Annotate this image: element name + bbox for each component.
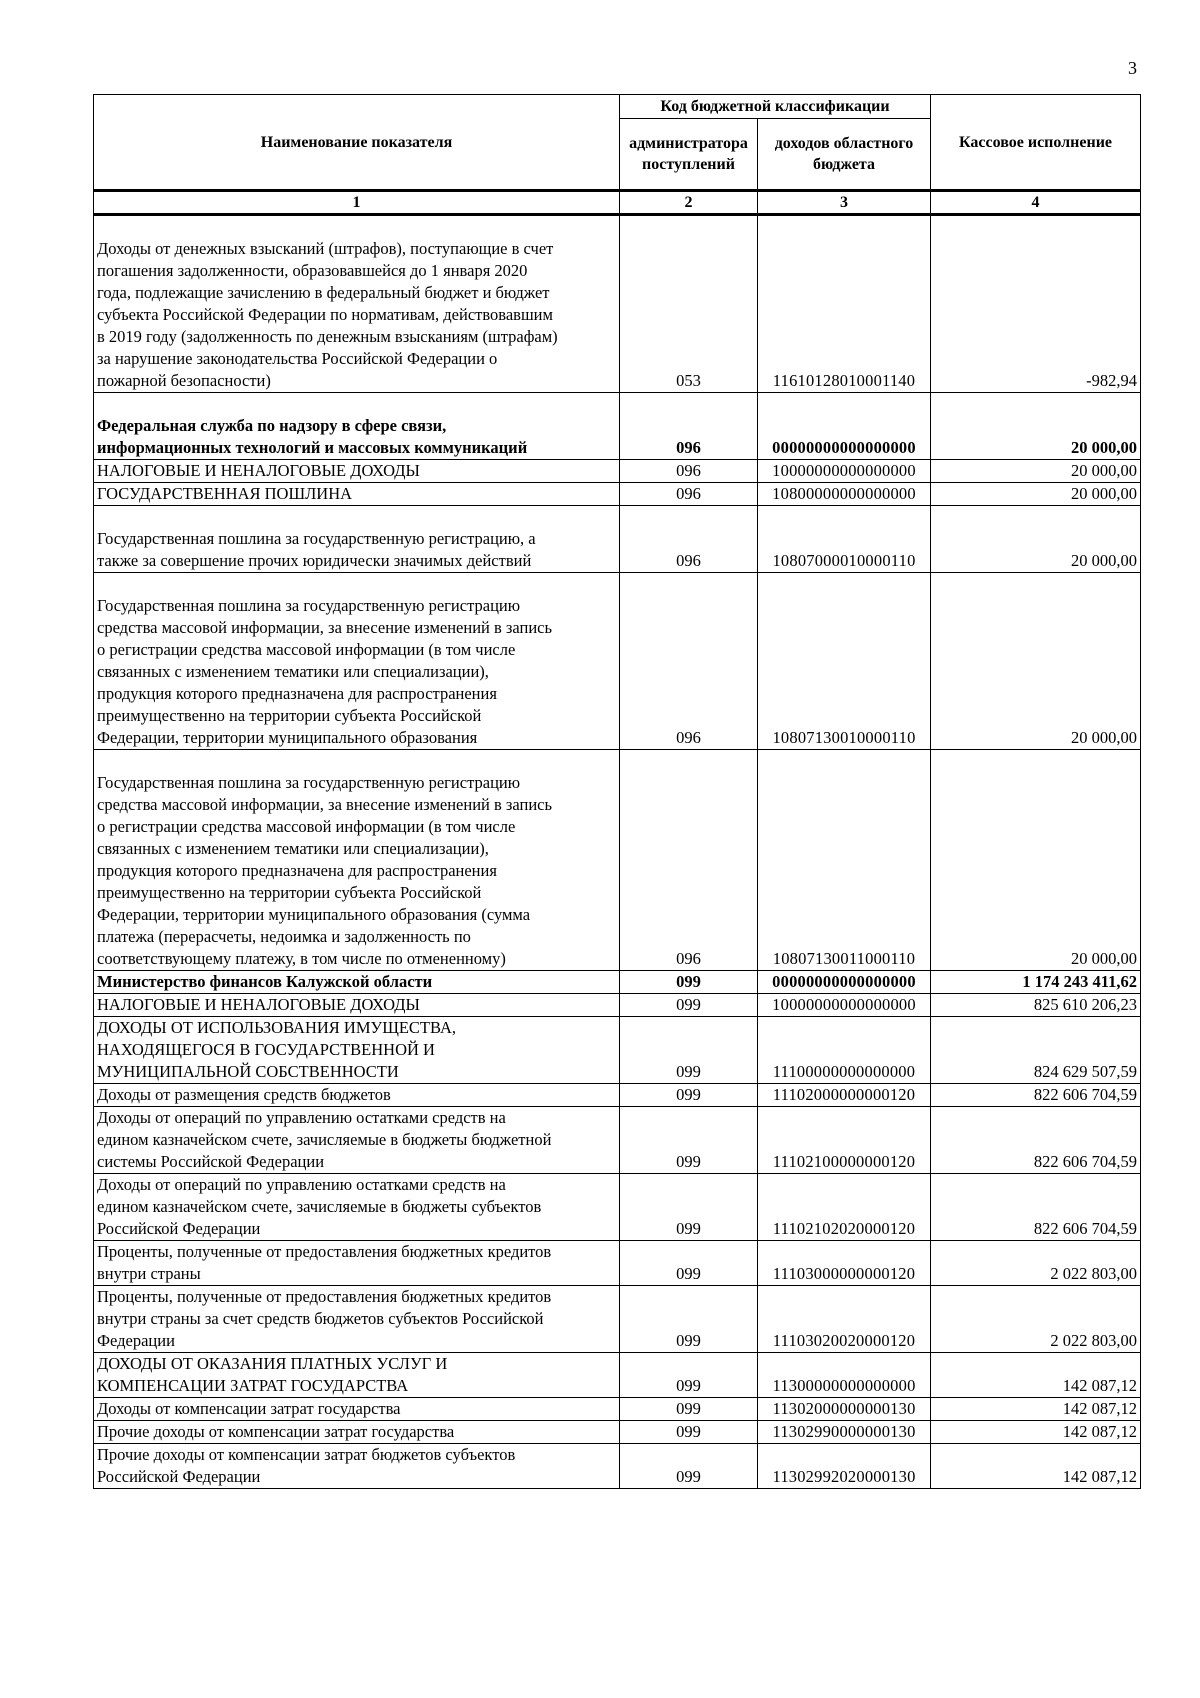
row-income-code: 10807130010000110 xyxy=(758,573,931,750)
row-indicator-name: Прочие доходы от компенсации затрат бюджетов субъектов Российской Федерации xyxy=(94,1444,620,1489)
row-cash-execution-amount: 2 022 803,00 xyxy=(931,1286,1141,1353)
row-administrator-code: 099 xyxy=(620,971,758,994)
row-indicator-name: НАЛОГОВЫЕ И НЕНАЛОГОВЫЕ ДОХОДЫ xyxy=(94,460,620,483)
row-cash-execution-amount: 20 000,00 xyxy=(931,573,1141,750)
row-indicator-name: Доходы от операций по управлению остатками средств на едином казначейском счете, зачисляемые в бюджеты субъектов Российской Федерации xyxy=(94,1174,620,1241)
row-income-code: 11302992020000130 xyxy=(758,1444,931,1489)
row-cash-execution-amount: 822 606 704,59 xyxy=(931,1174,1141,1241)
row-administrator-code: 096 xyxy=(620,573,758,750)
row-cash-execution-amount: 142 087,12 xyxy=(931,1353,1141,1398)
row-income-code: 11302000000000130 xyxy=(758,1398,931,1421)
row-administrator-code: 099 xyxy=(620,1353,758,1398)
table-row xyxy=(94,506,1141,573)
table-row xyxy=(94,1444,1141,1489)
row-indicator-name: Доходы от размещения средств бюджетов xyxy=(94,1084,620,1107)
row-income-code: 10800000000000000 xyxy=(758,483,931,506)
table-row xyxy=(94,215,1141,393)
row-cash-execution-amount: 142 087,12 xyxy=(931,1421,1141,1444)
row-indicator-name: Министерство финансов Калужской области xyxy=(94,971,620,994)
row-cash-execution-amount: 20 000,00 xyxy=(931,506,1141,573)
row-cash-execution-amount: 20 000,00 xyxy=(931,393,1141,460)
row-administrator-code: 099 xyxy=(620,1241,758,1286)
table-body xyxy=(94,215,1141,1489)
row-income-code: 00000000000000000 xyxy=(758,971,931,994)
row-indicator-name: НАЛОГОВЫЕ И НЕНАЛОГОВЫЕ ДОХОДЫ xyxy=(94,994,620,1017)
table-row xyxy=(94,1084,1141,1107)
column-number-3: 3 xyxy=(758,191,931,215)
row-cash-execution-amount: 825 610 206,23 xyxy=(931,994,1141,1017)
header-indicator-name: Наименование показателя xyxy=(94,95,620,191)
column-number-1: 1 xyxy=(94,191,620,215)
table-row xyxy=(94,1017,1141,1084)
row-indicator-name: ГОСУДАРСТВЕННАЯ ПОШЛИНА xyxy=(94,483,620,506)
table-row xyxy=(94,393,1141,460)
row-administrator-code: 099 xyxy=(620,1398,758,1421)
row-cash-execution-amount: -982,94 xyxy=(931,215,1141,393)
column-number-2: 2 xyxy=(620,191,758,215)
column-number-4: 4 xyxy=(931,191,1141,215)
row-administrator-code: 096 xyxy=(620,506,758,573)
row-indicator-name: Государственная пошлина за государственную регистрацию средства массовой информации, за внесение изменений в запись о регистрации средства массовой информации (в том числе связанных с изменением тематики или специализации), продукция которого предназначена для распространения преимущественно на территории субъекта Российской Федерации, территории муниципального образования (сумма платежа (перерасчеты, недоимка и задолженность по соответствующему платежу, в том числе по отмененному) xyxy=(94,750,620,971)
row-indicator-name: Федеральная служба по надзору в сфере связи, информационных технологий и массовых коммуникаций xyxy=(94,393,620,460)
row-income-code: 11300000000000000 xyxy=(758,1353,931,1398)
row-administrator-code: 099 xyxy=(620,1017,758,1084)
row-administrator-code: 099 xyxy=(620,1107,758,1174)
row-indicator-name: Прочие доходы от компенсации затрат государства xyxy=(94,1421,620,1444)
row-cash-execution-amount: 822 606 704,59 xyxy=(931,1084,1141,1107)
row-cash-execution-amount: 824 629 507,59 xyxy=(931,1017,1141,1084)
row-cash-execution-amount: 1 174 243 411,62 xyxy=(931,971,1141,994)
row-administrator-code: 099 xyxy=(620,994,758,1017)
row-indicator-name: ДОХОДЫ ОТ ИСПОЛЬЗОВАНИЯ ИМУЩЕСТВА, НАХОДЯЩЕГОСЯ В ГОСУДАРСТВЕННОЙ И МУНИЦИПАЛЬНОЙ СОБСТВЕННОСТИ xyxy=(94,1017,620,1084)
row-indicator-name: ДОХОДЫ ОТ ОКАЗАНИЯ ПЛАТНЫХ УСЛУГ И КОМПЕНСАЦИИ ЗАТРАТ ГОСУДАРСТВА xyxy=(94,1353,620,1398)
table-row xyxy=(94,483,1141,506)
table-row xyxy=(94,1421,1141,1444)
row-administrator-code: 096 xyxy=(620,750,758,971)
table-row xyxy=(94,1174,1141,1241)
row-administrator-code: 099 xyxy=(620,1286,758,1353)
row-income-code: 11103020020000120 xyxy=(758,1286,931,1353)
header-budget-classification-code: Код бюджетной классификации xyxy=(620,95,931,119)
row-cash-execution-amount: 142 087,12 xyxy=(931,1398,1141,1421)
row-income-code: 11302990000000130 xyxy=(758,1421,931,1444)
row-indicator-name: Доходы от операций по управлению остатками средств на едином казначейском счете, зачисляемые в бюджеты бюджетной системы Российской Федерации xyxy=(94,1107,620,1174)
budget-execution-table xyxy=(93,94,1141,1489)
table-row xyxy=(94,1286,1141,1353)
table-row xyxy=(94,971,1141,994)
row-indicator-name: Проценты, полученные от предоставления бюджетных кредитов внутри страны за счет средств бюджетов субъектов Российской Федерации xyxy=(94,1286,620,1353)
row-income-code: 11102102020000120 xyxy=(758,1174,931,1241)
row-income-code: 11610128010001140 xyxy=(758,215,931,393)
row-income-code: 10807000010000110 xyxy=(758,506,931,573)
row-cash-execution-amount: 2 022 803,00 xyxy=(931,1241,1141,1286)
row-cash-execution-amount: 822 606 704,59 xyxy=(931,1107,1141,1174)
row-income-code: 10000000000000000 xyxy=(758,994,931,1017)
row-income-code: 10807130011000110 xyxy=(758,750,931,971)
row-income-code: 11102100000000120 xyxy=(758,1107,931,1174)
row-administrator-code: 096 xyxy=(620,393,758,460)
table-row xyxy=(94,750,1141,971)
page-number: 3 xyxy=(1128,58,1137,78)
row-income-code: 11100000000000000 xyxy=(758,1017,931,1084)
row-indicator-name: Доходы от компенсации затрат государства xyxy=(94,1398,620,1421)
row-income-code: 11102000000000120 xyxy=(758,1084,931,1107)
table-row xyxy=(94,1398,1141,1421)
row-cash-execution-amount: 20 000,00 xyxy=(931,460,1141,483)
row-income-code: 00000000000000000 xyxy=(758,393,931,460)
table-header xyxy=(94,95,1141,215)
table-row xyxy=(94,460,1141,483)
row-indicator-name: Проценты, полученные от предоставления бюджетных кредитов внутри страны xyxy=(94,1241,620,1286)
row-cash-execution-amount: 20 000,00 xyxy=(931,483,1141,506)
row-administrator-code: 096 xyxy=(620,460,758,483)
row-administrator-code: 099 xyxy=(620,1174,758,1241)
table-row xyxy=(94,573,1141,750)
header-administrator-code: администратора поступлений xyxy=(620,119,758,191)
row-cash-execution-amount: 20 000,00 xyxy=(931,750,1141,971)
row-cash-execution-amount: 142 087,12 xyxy=(931,1444,1141,1489)
column-numbers-row xyxy=(94,191,1141,215)
table-row xyxy=(94,1241,1141,1286)
row-income-code: 10000000000000000 xyxy=(758,460,931,483)
table-row xyxy=(94,994,1141,1017)
row-indicator-name: Государственная пошлина за государственную регистрацию средства массовой информации, за внесение изменений в запись о регистрации средства массовой информации (в том числе связанных с изменением тематики или специализации), продукция которого предназначена для распространения преимущественно на территории субъекта Российской Федерации, территории муниципального образования xyxy=(94,573,620,750)
row-indicator-name: Доходы от денежных взысканий (штрафов), поступающие в счет погашения задолженности, образовавшейся до 1 января 2020 года, подлежащие зачислению в федеральный бюджет и бюджет субъекта Российской Федерации по нормативам, действовавшим в 2019 году (задолженность по денежным взысканиям (штрафам) за нарушение законодательства Российской Федерации о пожарной безопасности) xyxy=(94,215,620,393)
row-indicator-name: Государственная пошлина за государственную регистрацию, а также за совершение прочих юридически значимых действий xyxy=(94,506,620,573)
row-administrator-code: 053 xyxy=(620,215,758,393)
row-income-code: 11103000000000120 xyxy=(758,1241,931,1286)
row-administrator-code: 099 xyxy=(620,1084,758,1107)
row-administrator-code: 099 xyxy=(620,1444,758,1489)
row-administrator-code: 096 xyxy=(620,483,758,506)
row-administrator-code: 099 xyxy=(620,1421,758,1444)
table-row xyxy=(94,1107,1141,1174)
header-income-code: доходов областного бюджета xyxy=(758,119,931,191)
table-row xyxy=(94,1353,1141,1398)
header-cash-execution: Кассовое исполнение xyxy=(931,95,1141,191)
